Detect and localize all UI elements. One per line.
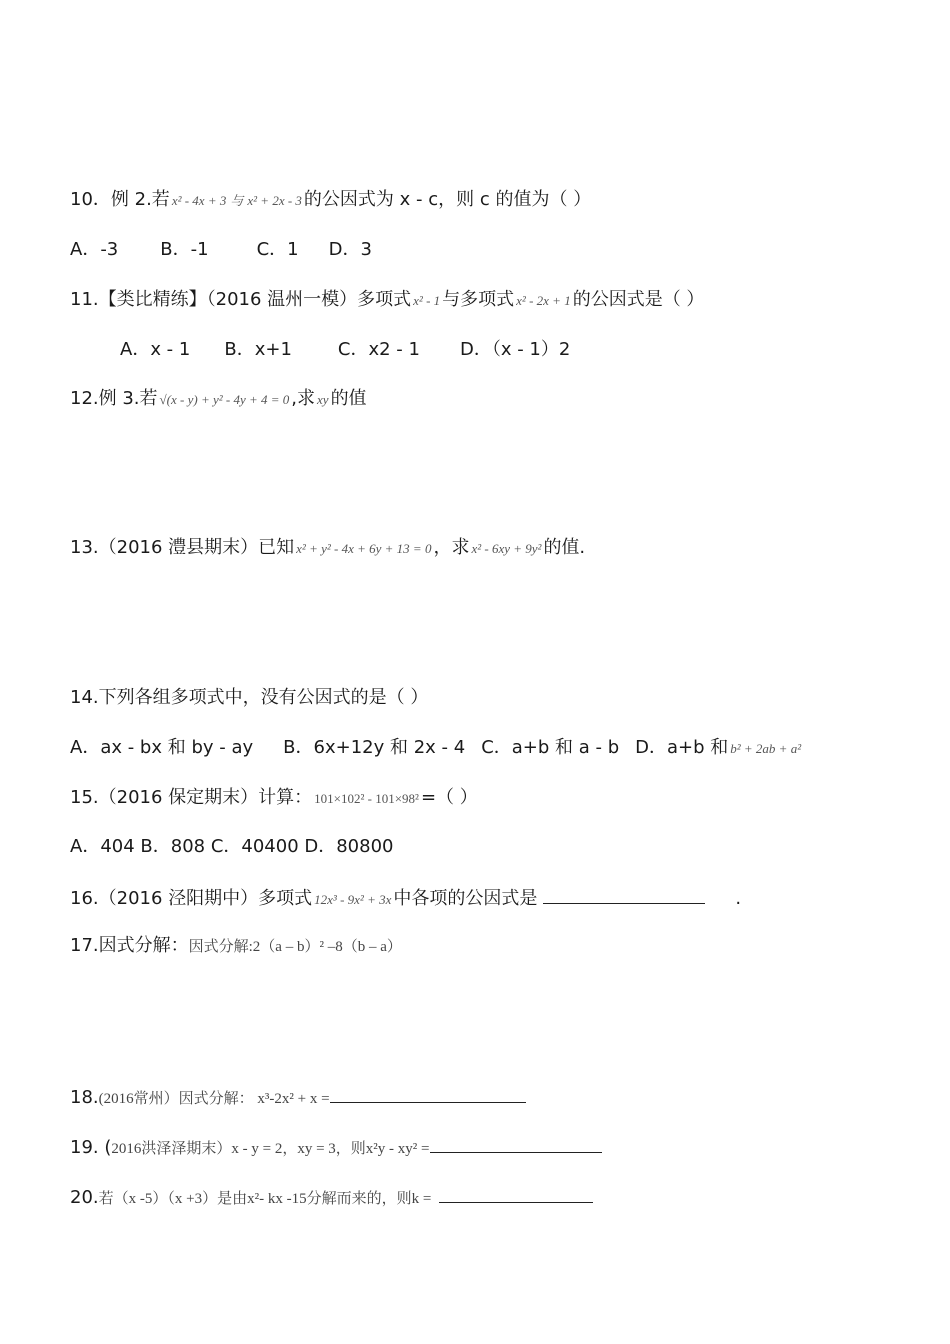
q19-answer-blank[interactable] [430,1134,602,1153]
q12-prefix: 12.例 3.若 [70,388,158,409]
q12-expr2: xy [317,392,329,407]
q10-expr1: x² - 4x + 3 [171,193,227,208]
q16-prefix: 16.（2016 泾阳期中）多项式 [70,888,313,909]
q16-suffix: 中各项的公因式是 [393,888,538,909]
q11-mid: 与多项式 [442,289,515,310]
q13-suffix: 的值. [543,537,586,558]
question-17 [70,934,402,959]
q10-suffix: 的公因式为 x - c，则 c 的值为（ ） [303,189,592,210]
q16-end: . [735,888,742,909]
question-15 [70,786,478,811]
q14-option-c: C．a+b 和 a - b [481,737,620,758]
q13-expr2: x² - 6xy + 9y² [471,541,542,556]
q10-expr2: x² + 2x - 3 [247,193,302,208]
q11-options [120,338,570,362]
q10-prefix: 10．例 2.若 [70,189,170,210]
q12-suffix: 的值 [330,388,367,409]
question-16 [70,885,741,912]
q20-prefix: 20. [70,1187,99,1208]
q19-prefix: 19. ( [70,1137,112,1158]
q11-option-c: C．x2 - 1 [337,339,420,360]
q15-suffix: =（ ） [420,787,478,808]
q14-option-d: D．a+b 和 [635,737,729,758]
question-14 [70,686,428,710]
q14-options [70,736,803,761]
q12-mid: ,求 [291,388,316,409]
q10-option-b: B．-1 [160,239,209,260]
q15-option-list: A．404 B．808 C．40400 D．80800 [70,836,394,857]
question-20 [70,1184,593,1211]
q17-expr: 因式分解:2（a – b）² –8（b – a） [188,939,402,955]
q11-suffix: 的公因式是（ ） [572,289,705,310]
q14-option-a: A．ax - bx 和 by - ay [70,737,254,758]
question-11 [70,288,704,313]
q14-option-b: B．6x+12y 和 2x - 4 [283,737,466,758]
q16-answer-blank[interactable] [543,885,705,904]
q20-answer-blank[interactable] [439,1184,593,1203]
q15-expr: 101×102² - 101×98² [314,791,419,806]
q19-text: 2016洪泽泽期末）x - y = 2，xy = 3，则x²y - xy² = [111,1141,430,1157]
q10-option-a: A．-3 [70,239,119,260]
question-10 [70,188,591,213]
q13-mid: ，求 [433,537,470,558]
q11-option-b: B．x+1 [224,339,292,360]
q20-text: 若（x -5）（x +3）是由x²- kx -15分解而来的，则k = [98,1191,432,1207]
question-19 [70,1134,602,1161]
question-13 [70,536,585,561]
q15-prefix: 15.（2016 保定期末）计算： [70,787,313,808]
q10-options [70,238,372,262]
q11-option-a: A．x - 1 [120,339,191,360]
q11-expr2: x² - 2x + 1 [516,293,571,308]
q18-text: (2016常州）因式分解： x³-2x² + x = [98,1091,330,1107]
q14-option-d-expr: b² + 2ab + a² [730,741,802,756]
q11-prefix: 11.【类比精练】（2016 温州一模）多项式 [70,289,412,310]
q10-connector: 与 [230,193,244,208]
q11-expr1: x² - 1 [413,293,441,308]
q18-prefix: 18. [70,1087,99,1108]
q11-option-d: D．（x - 1）2 [459,339,571,360]
q17-prefix: 17.因式分解： [70,935,189,956]
q10-option-d: D．3 [328,239,372,260]
question-18 [70,1084,526,1111]
question-12 [70,387,367,412]
q13-expr1: x² + y² - 4x + 6y + 13 = 0 [296,541,432,556]
q10-option-c: C．1 [256,239,299,260]
q18-answer-blank[interactable] [330,1084,526,1103]
q12-expr: √(x - y) + y² - 4y + 4 = 0 [159,392,290,407]
q14-text: 14.下列各组多项式中，没有公因式的是（ ） [70,687,429,708]
q13-prefix: 13.（2016 澧县期末）已知 [70,537,295,558]
q15-options [70,835,394,859]
q16-expr: 12x³ - 9x² + 3x [314,892,392,907]
